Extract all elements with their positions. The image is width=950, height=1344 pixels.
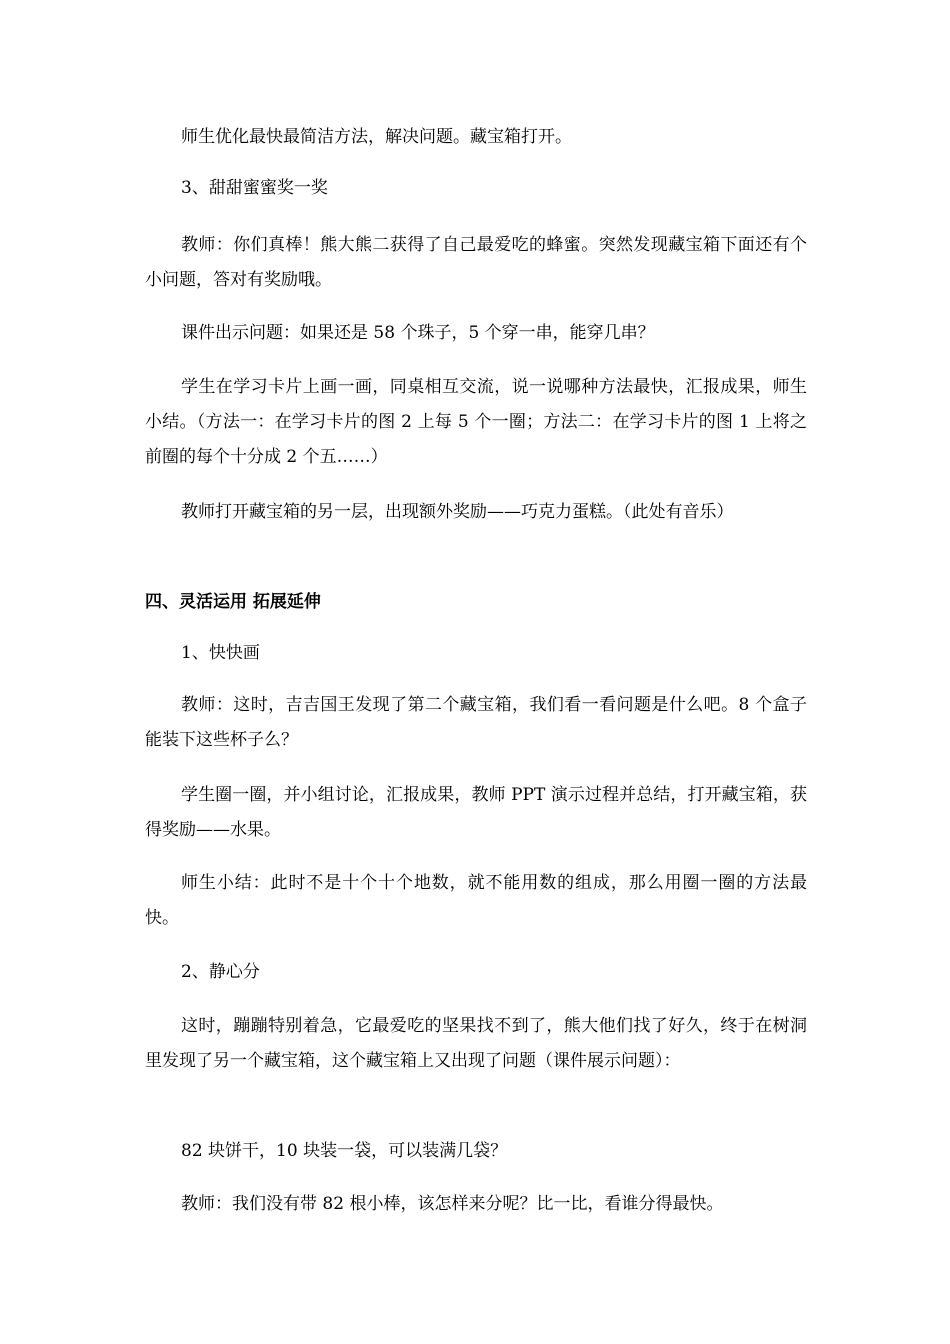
paragraph: 教师打开藏宝箱的另一层，出现额外奖励——巧克力蛋糕。（此处有音乐） xyxy=(181,502,734,522)
paragraph: 师生优化最快最简洁方法，解决问题。藏宝箱打开。 xyxy=(181,127,572,147)
paragraph: 师生小结：此时不是十个十个地数，就不能用数的组成，那么用圈一圈的方法最快。 xyxy=(145,873,807,928)
paragraph: 学生在学习卡片上画一画，同桌相互交流，说一说哪种方法最快，汇报成果，师生小结。（方法一：在学习卡片的图 2 上每 5 个一圈；方法二：在学习卡片的图 1 上将之前圈的每个十分成 2 个五……） xyxy=(145,377,807,467)
paragraph: 课件出示问题：如果还是 58 个珠子，5 个穿一串，能穿几串？ xyxy=(181,323,655,343)
sub-heading: 1、快快画 xyxy=(181,643,260,663)
paragraph: 教师：我们没有带 82 根小棒，该怎样来分呢？比一比，看谁分得最快。 xyxy=(181,1194,724,1214)
paragraph: 82 块饼干，10 块装一袋，可以装满几袋？ xyxy=(181,1141,508,1161)
paragraph: 学生圈一圈，并小组讨论，汇报成果，教师 PPT 演示过程并总结，打开藏宝箱，获得奖励——水果。 xyxy=(145,785,807,840)
sub-heading: 2、静心分 xyxy=(181,962,260,982)
sub-heading: 3、甜甜蜜蜜奖一奖 xyxy=(181,178,328,198)
paragraph: 这时，蹦蹦特别着急，它最爱吃的坚果找不到了，熊大他们找了好久，终于在树洞里发现了另一个藏宝箱，这个藏宝箱上又出现了问题（课件展示问题）： xyxy=(145,1016,807,1071)
paragraph: 教师：你们真棒！熊大熊二获得了自己最爱吃的蜂蜜。突然发现藏宝箱下面还有个小问题，答对有奖励哦。 xyxy=(145,235,807,290)
paragraph: 教师：这时，吉吉国王发现了第二个藏宝箱，我们看一看问题是什么吧。8 个盒子能装下这些杯子么？ xyxy=(145,695,807,750)
section-heading: 四、灵活运用 拓展延伸 xyxy=(145,592,321,612)
